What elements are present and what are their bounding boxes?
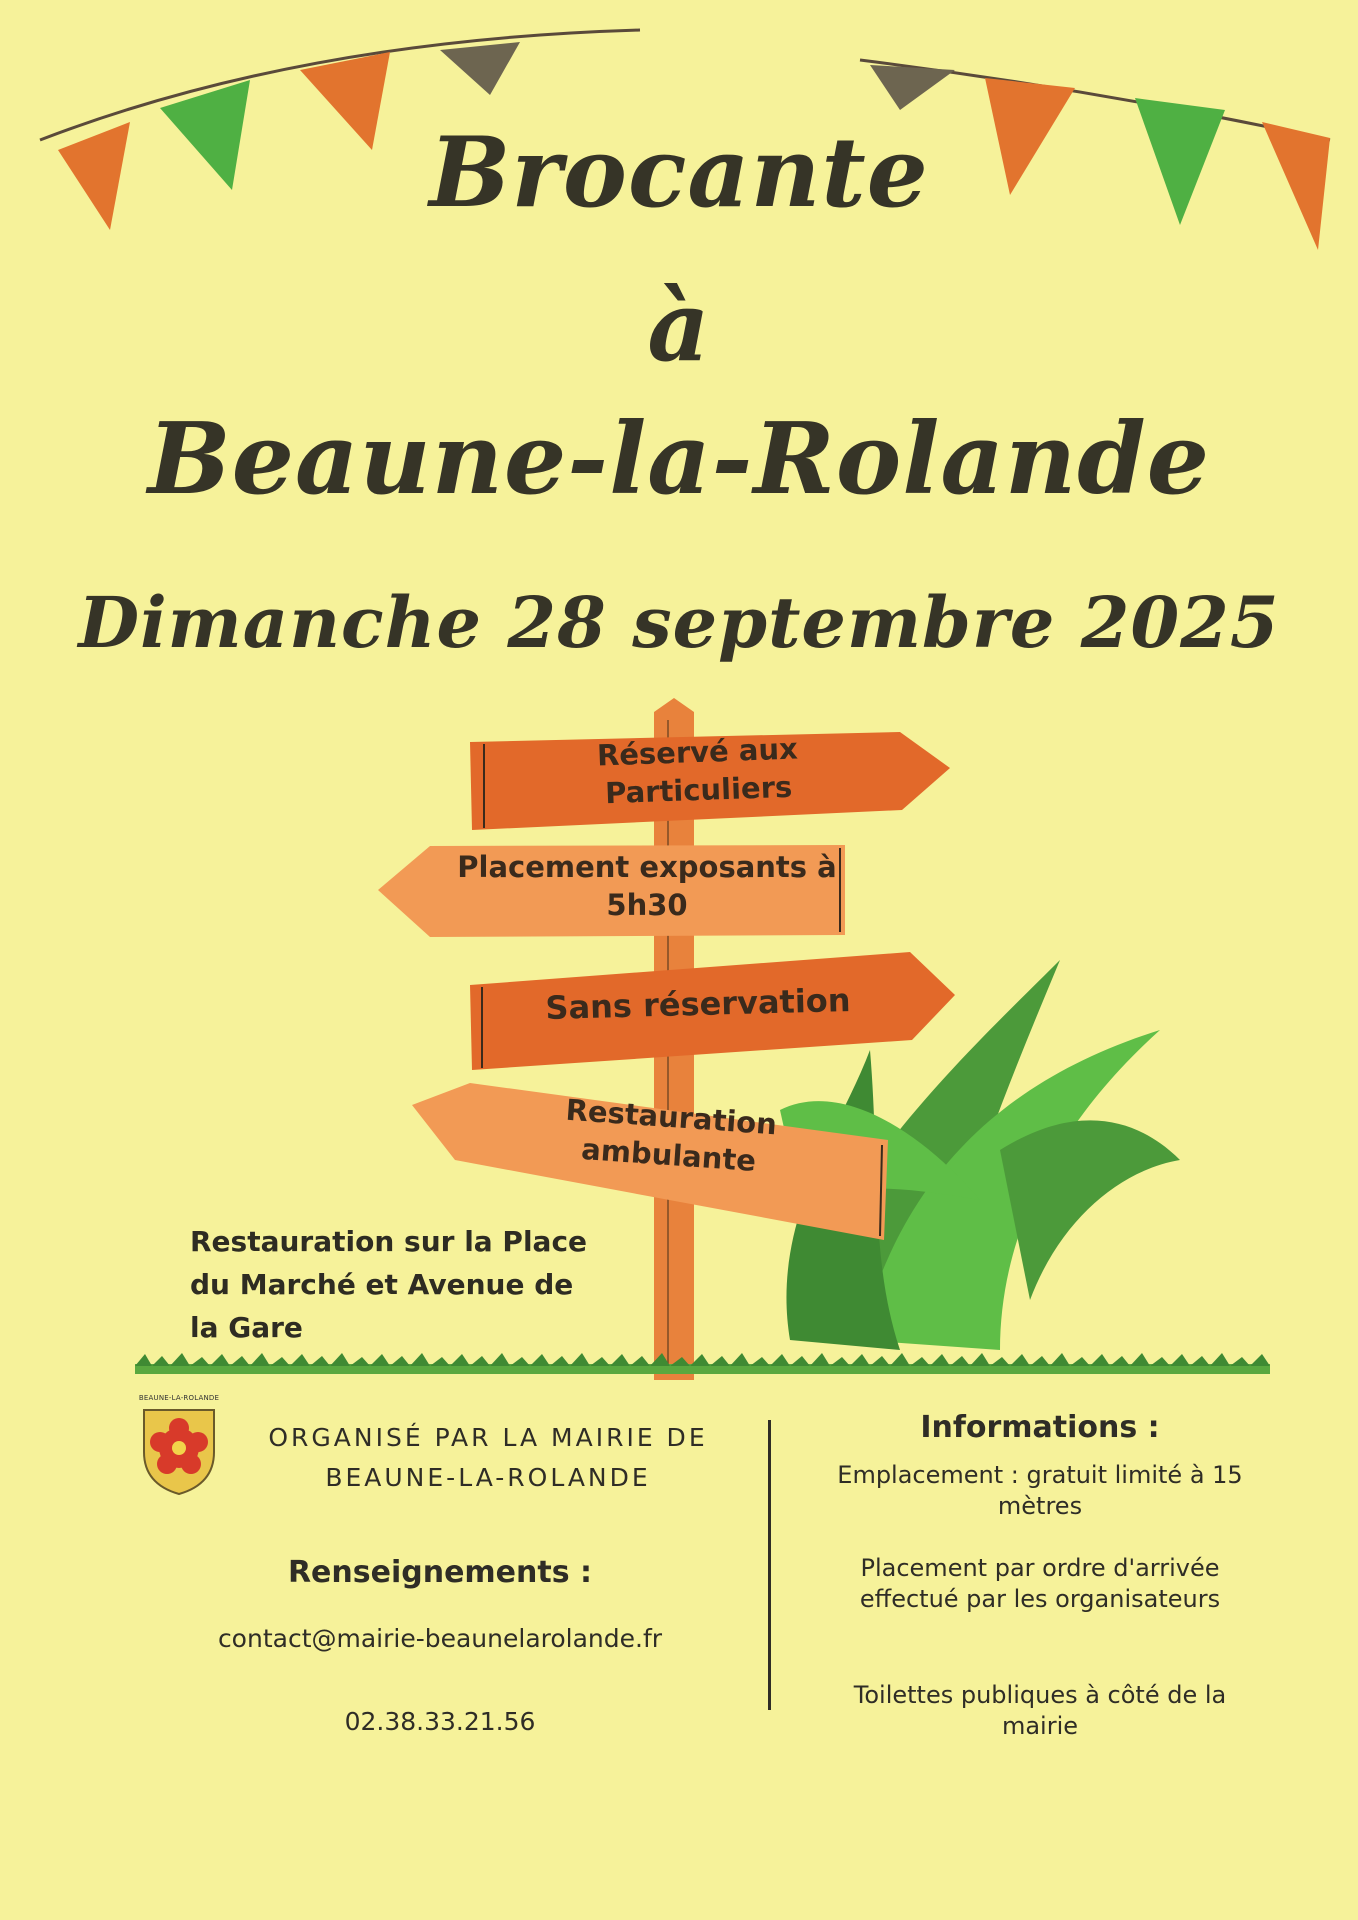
- title-town: Beaune-la-Rolande: [147, 402, 1211, 517]
- informations-heading: Informations :: [920, 1410, 1160, 1445]
- renseignements-heading: Renseignements :: [287, 1555, 593, 1590]
- crest-caption: BEAUNE-LA-ROLANDE: [138, 1394, 220, 1402]
- info-item: Placement par ordre d'arrivée effectué par les organisateurs: [859, 1554, 1221, 1613]
- grass-strip: [0, 1350, 1358, 1390]
- sign-restauration-ambulante: Restauration ambulante: [564, 1092, 779, 1179]
- info-item: Emplacement : gratuit limité à 15 mètres: [837, 1461, 1243, 1520]
- contact-email[interactable]: contact@mairie-beaunelarolande.fr: [217, 1624, 663, 1653]
- info-item: Toilettes publiques à côté de la mairie: [853, 1681, 1227, 1740]
- restauration-location: Restauration sur la Place du Marché et Avenue de la Gare: [190, 1225, 588, 1344]
- town-crest-icon: [138, 1396, 220, 1496]
- organiser-text: [238, 1418, 738, 1498]
- organiser-line-1: ORGANISÉ PAR LA MAIRIE DE: [268, 1423, 708, 1452]
- title-brocante: Brocante: [429, 116, 929, 229]
- sign-placement-exposants: Placement exposants à 5h30: [457, 850, 837, 922]
- organiser-line-2: BEAUNE-LA-ROLANDE: [325, 1463, 651, 1492]
- title-a: à: [647, 270, 711, 383]
- column-divider: [768, 1420, 771, 1710]
- event-date: Dimanche 28 septembre 2025: [78, 581, 1280, 664]
- sign-reserve-particuliers: Réservé aux Particuliers: [596, 731, 799, 811]
- sign-sans-reservation: Sans réservation: [544, 981, 851, 1027]
- contact-phone[interactable]: 02.38.33.21.56: [344, 1707, 536, 1736]
